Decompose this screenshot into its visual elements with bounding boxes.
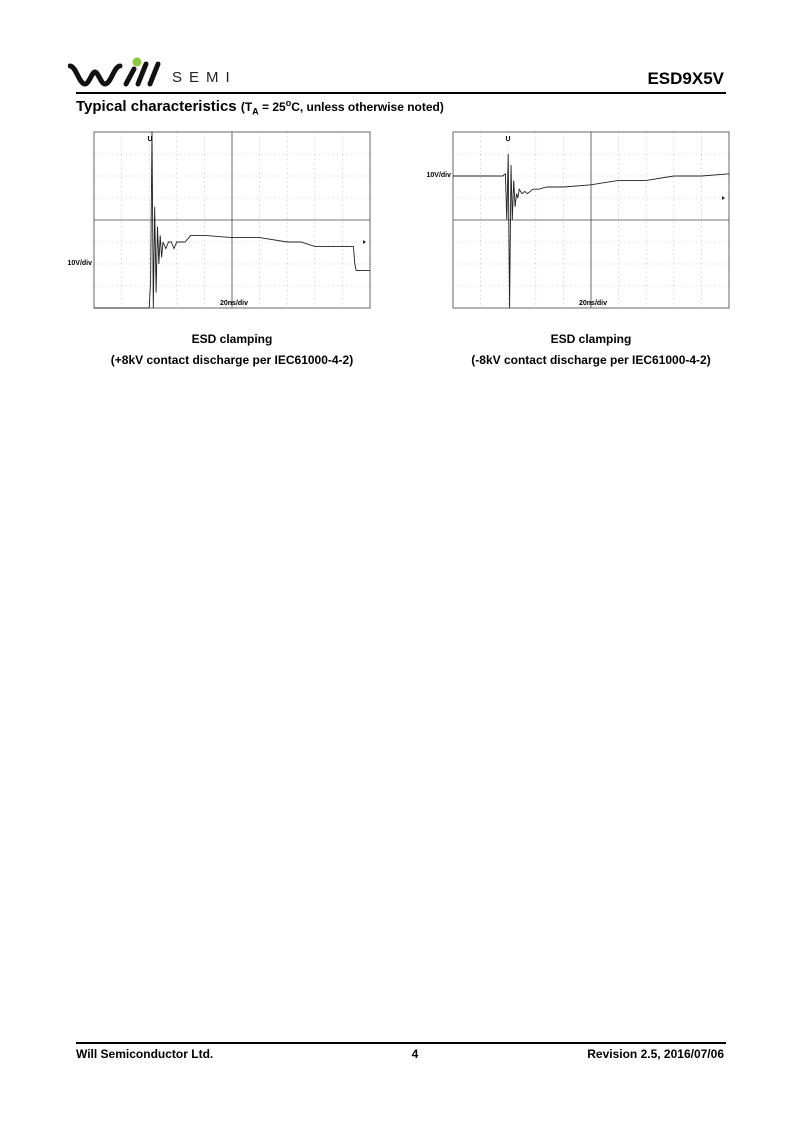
footer-revision: Revision 2.5, 2016/07/06: [587, 1047, 724, 1061]
volts-per-div-label: 10V/div: [67, 260, 92, 267]
header-divider: [76, 92, 726, 94]
level-arrow: [363, 240, 366, 244]
scope-plot-negative: [451, 130, 731, 310]
scope-svg-negative: [451, 130, 731, 310]
scope-plot-positive: [92, 130, 372, 310]
figure-title-negative: ESD clamping: [550, 332, 632, 346]
trigger-marker: U: [147, 136, 153, 143]
time-per-div-label: 20ns/div: [219, 300, 249, 307]
footer-company: Will Semiconductor Ltd.: [76, 1047, 214, 1061]
volts-per-div-label: 10V/div: [426, 172, 451, 179]
section-title-text: Typical characteristics: [76, 98, 237, 115]
test-condition: [240, 98, 444, 117]
trigger-marker: U: [505, 136, 511, 143]
figure-title-positive: ESD clamping: [191, 332, 273, 346]
cond-sub: A: [252, 106, 259, 117]
level-arrow: [722, 196, 725, 200]
scope-svg-positive: [92, 130, 372, 310]
cond-open: (T: [240, 100, 253, 114]
section-title: [76, 98, 444, 116]
part-number: ESD9X5V: [647, 69, 724, 88]
logo-text: SEMI: [172, 69, 237, 86]
will-semi-logo: [68, 56, 258, 90]
will-logo-mark: [68, 56, 172, 90]
cond-close: C, unless otherwise noted): [291, 100, 444, 114]
time-per-div-label: 20ns/div: [578, 300, 608, 307]
figure-subtitle-negative: (-8kV contact discharge per IEC61000-4-2): [471, 353, 711, 367]
footer-divider: [76, 1042, 726, 1044]
figure-subtitle-positive: (+8kV contact discharge per IEC61000-4-2): [110, 353, 354, 367]
cond-sup: o: [285, 98, 292, 108]
cond-mid: = 25: [258, 100, 286, 114]
footer-page-number: 4: [411, 1047, 419, 1061]
